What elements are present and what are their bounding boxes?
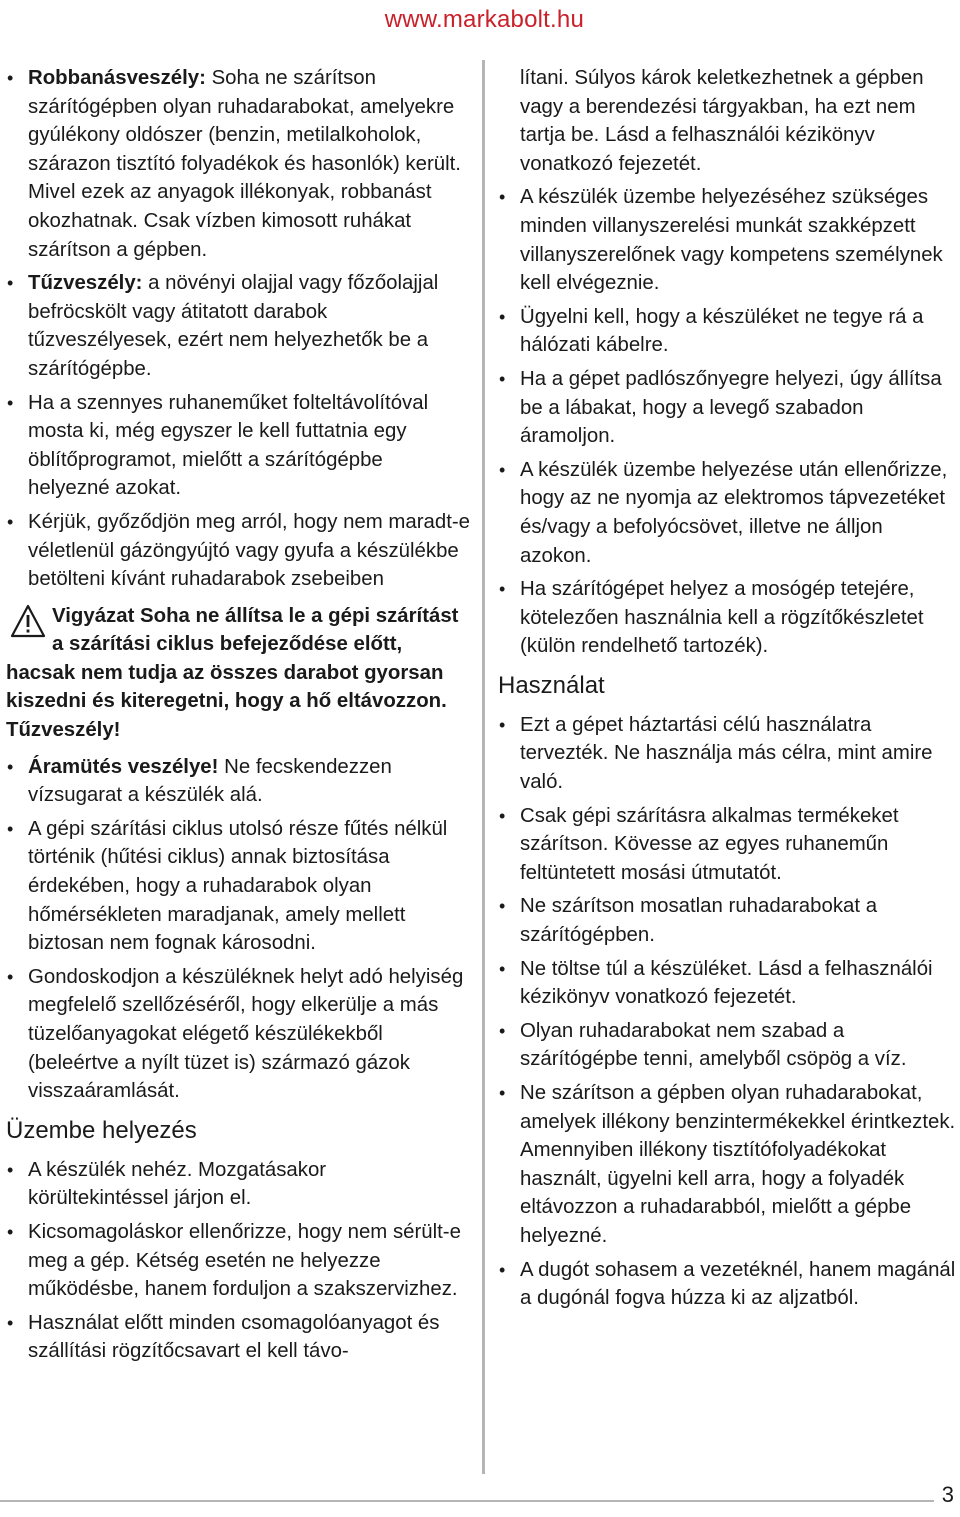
- list-item: [498, 303, 958, 360]
- bullet-icon: •: [499, 459, 506, 480]
- bullet-text: A gépi szárítási ciklus utolsó része fűtés nélkül történik (hűtési ciklus) annak biztosítása érdekében, hogy a ruhadarabok olyan hőmérsékleten maradjanak, amely mellett biztosan nem fognak károsodni.: [28, 817, 448, 955]
- warning-triangle-icon: [10, 604, 46, 638]
- bullet-text: A készülék nehéz. Mozgatásakor körültekintéssel járjon el.: [28, 1158, 327, 1210]
- list-item: [6, 1309, 470, 1366]
- bullet-text: A készülék üzembe helyezése után ellenőrizze, hogy az ne nyomja az elektromos tápvezetéket és/vagy a befolyócsövet, illetve ne álljon azokon.: [520, 458, 948, 567]
- list-item: [6, 269, 470, 383]
- bullet-text: Ha a szennyes ruhaneműket folteltávolítóval mosta ki, még egyszer le kell futtatnia egy öblítőprogramot, mielőtt a szárítógépbe helyezné azokat.: [28, 391, 429, 500]
- usage-bullet-list: [498, 711, 958, 1313]
- list-item: [498, 1017, 958, 1074]
- installation-bullet-list-cont: [498, 64, 958, 661]
- list-item-continuation: [498, 64, 958, 178]
- list-item: [6, 64, 470, 264]
- bullet-text: Ügyelni kell, hogy a készüléket ne tegye rá a hálózati kábelre.: [520, 305, 924, 357]
- bullet-text: A dugót sohasem a vezetéknél, hanem magánál a dugónál fogva húzza ki az aljzatból.: [520, 1258, 956, 1310]
- list-item: [498, 183, 958, 297]
- bullet-icon: •: [499, 368, 506, 389]
- bullet-text: Ezt a gépet háztartási célú használatra tervezték. Ne használja más célra, mint amire való.: [520, 713, 933, 794]
- list-item: [498, 456, 958, 570]
- right-column: [498, 64, 958, 1318]
- bullet-icon: •: [7, 818, 14, 839]
- bullet-text: Használat előtt minden csomagolóanyagot és szállítási rögzítőcsavart el kell távo-: [28, 1311, 440, 1363]
- list-item: [6, 963, 470, 1106]
- bullet-text: lítani. Súlyos károk keletkezhetnek a gépben vagy a berendezési tárgyakban, ha ezt nem tartja be. Lásd a felhasználói kézikönyv vonatkozó fejezetét.: [520, 67, 924, 175]
- warning-text: Soha ne állítsa le a gépi szárítást a szárítási ciklus befejeződése előtt, hacsak nem tudja az összes darabot gyorsan kiszedni és kiteregetni, hogy a hő eltávozzon. Tűzveszély!: [6, 604, 459, 742]
- bullet-text: Ne szárítson a gépben olyan ruhadarabokat, amelyek illékony benzintermékekkel érintkeztek. Amennyiben illékony tisztítófolyadékokat használt, ügyelni kell arra, hogy a folyadék eltávozzon a ruhadarabból, mielőtt a gépbe helyezné.: [520, 1082, 956, 1247]
- bullet-text: Ne szárítson mosatlan ruhadarabokat a szárítógépben.: [520, 895, 878, 947]
- bullet-text: Ne fecskendezzen vízsugarat a készülék alá.: [28, 755, 392, 807]
- warning-notice: [6, 602, 470, 745]
- bullet-icon: •: [7, 511, 14, 532]
- bullet-icon: •: [7, 1159, 14, 1180]
- bullet-bold-label: Tűzveszély:: [28, 272, 143, 295]
- bullet-bold-label: Áramütés veszélye!: [28, 755, 219, 778]
- bullet-bold-label: Robbanásveszély:: [28, 67, 206, 89]
- bullet-icon: •: [7, 966, 14, 987]
- bullet-icon: •: [7, 273, 14, 294]
- bullet-icon: •: [7, 1221, 14, 1242]
- bullet-text: a növényi olajjal vagy főzőolajjal befröcskölt vagy átitatott darabok tűzveszélyesek, ezért nem helyezhetők be a szárítógépbe.: [28, 272, 439, 380]
- bullet-icon: •: [499, 1083, 506, 1103]
- list-item: [6, 389, 470, 503]
- bullet-text: Ha a gépet padlószőnyegre helyezi, úgy állítsa be a lábakat, hogy a levegő szabadon áramoljon.: [520, 367, 942, 448]
- bullet-icon: •: [499, 579, 506, 600]
- list-item: [498, 711, 958, 797]
- bullet-icon: •: [499, 896, 506, 917]
- bullet-text: Ne töltse túl a készüléket. Lásd a felhasználói kézikönyv vonatkozó fejezetét.: [520, 957, 933, 1009]
- warning-label: Vigyázat: [52, 604, 135, 627]
- bullet-text: Kérjük, győződjön meg arról, hogy nem maradt-e véletlenül gázöngyújtó vagy gyufa a készülékbe betölteni kívánt ruhadarabok zsebeiben: [28, 510, 471, 591]
- bullet-icon: •: [7, 392, 14, 413]
- site-url-link[interactable]: www.markabolt.hu: [384, 6, 584, 33]
- list-item: [6, 1218, 470, 1304]
- list-item: [498, 1256, 958, 1313]
- safety-bullet-list-2: [6, 753, 470, 1106]
- bullet-text: Soha ne szárítson szárítógépben olyan ruhadarabokat, amelyekre gyúlékony oldószer (benzin, metilalkoholok, szárazon tisztító folyadékok és hasonlók) került. Mivel ezek az anyagok illékonyak, robbanást okozhatnak. Csak vízben kimosott ruhákat szárítson a gépben.: [28, 67, 461, 261]
- page-number: 3: [941, 1482, 954, 1507]
- bullet-text: Gondoskodjon a készüléknek helyt adó helyiség megfelelő szellőzéséről, hogy elkerülje a más tüzelőanyagokat elégető készülékekből (beleértve a nyílt tüzet is) származó gázok visszaáramlását.: [28, 965, 464, 1103]
- installation-bullet-list: [6, 1156, 470, 1366]
- list-item: [6, 1156, 470, 1213]
- bullet-icon: •: [7, 1312, 14, 1333]
- list-item: [498, 802, 958, 888]
- list-item: [6, 508, 470, 594]
- bullet-icon: •: [499, 714, 506, 735]
- bullet-icon: •: [499, 1259, 506, 1280]
- section-heading-usage: Használat: [498, 671, 605, 699]
- left-column: [6, 64, 470, 1371]
- bullet-text: A készülék üzembe helyezéséhez szükséges minden villanyszerelési munkát szakképzett villanyszerelőnek vagy kompetens személynek kell elvégeznie.: [520, 186, 943, 295]
- bullet-icon: •: [7, 68, 14, 88]
- list-item: [6, 815, 470, 958]
- safety-bullet-list: [6, 64, 470, 594]
- list-item: [498, 955, 958, 1012]
- bullet-icon: •: [499, 805, 506, 826]
- bullet-icon: •: [499, 187, 506, 208]
- bullet-text: Ha szárítógépet helyez a mosógép tetejére, kötelezően használnia kell a rögzítőkészletet (külön rendelhető tartozék).: [520, 578, 924, 658]
- section-heading-installation: Üzembe helyezés: [6, 1116, 197, 1144]
- list-item: [498, 1079, 958, 1251]
- bullet-icon: •: [499, 306, 506, 327]
- bullet-icon: •: [7, 756, 14, 777]
- list-item: [498, 892, 958, 949]
- bullet-icon: •: [499, 958, 506, 979]
- footer-rule: [0, 1500, 934, 1502]
- list-item: [498, 365, 958, 451]
- list-item: [6, 753, 470, 810]
- bullet-text: Kicsomagoláskor ellenőrizze, hogy nem sérült-e meg a gép. Kétség esetén ne helyezze működésbe, hanem forduljon a szakszervizhez.: [28, 1220, 461, 1301]
- bullet-icon: •: [499, 1020, 506, 1041]
- list-item: [498, 575, 958, 661]
- column-divider: [482, 60, 485, 1474]
- bullet-text: Olyan ruhadarabokat nem szabad a szárítógépbe tenni, amelyből csöpög a víz.: [520, 1019, 907, 1071]
- bullet-text: Csak gépi szárításra alkalmas termékeket szárítson. Kövesse az egyes ruhaneműn feltüntetett mosási útmutatót.: [520, 804, 899, 884]
